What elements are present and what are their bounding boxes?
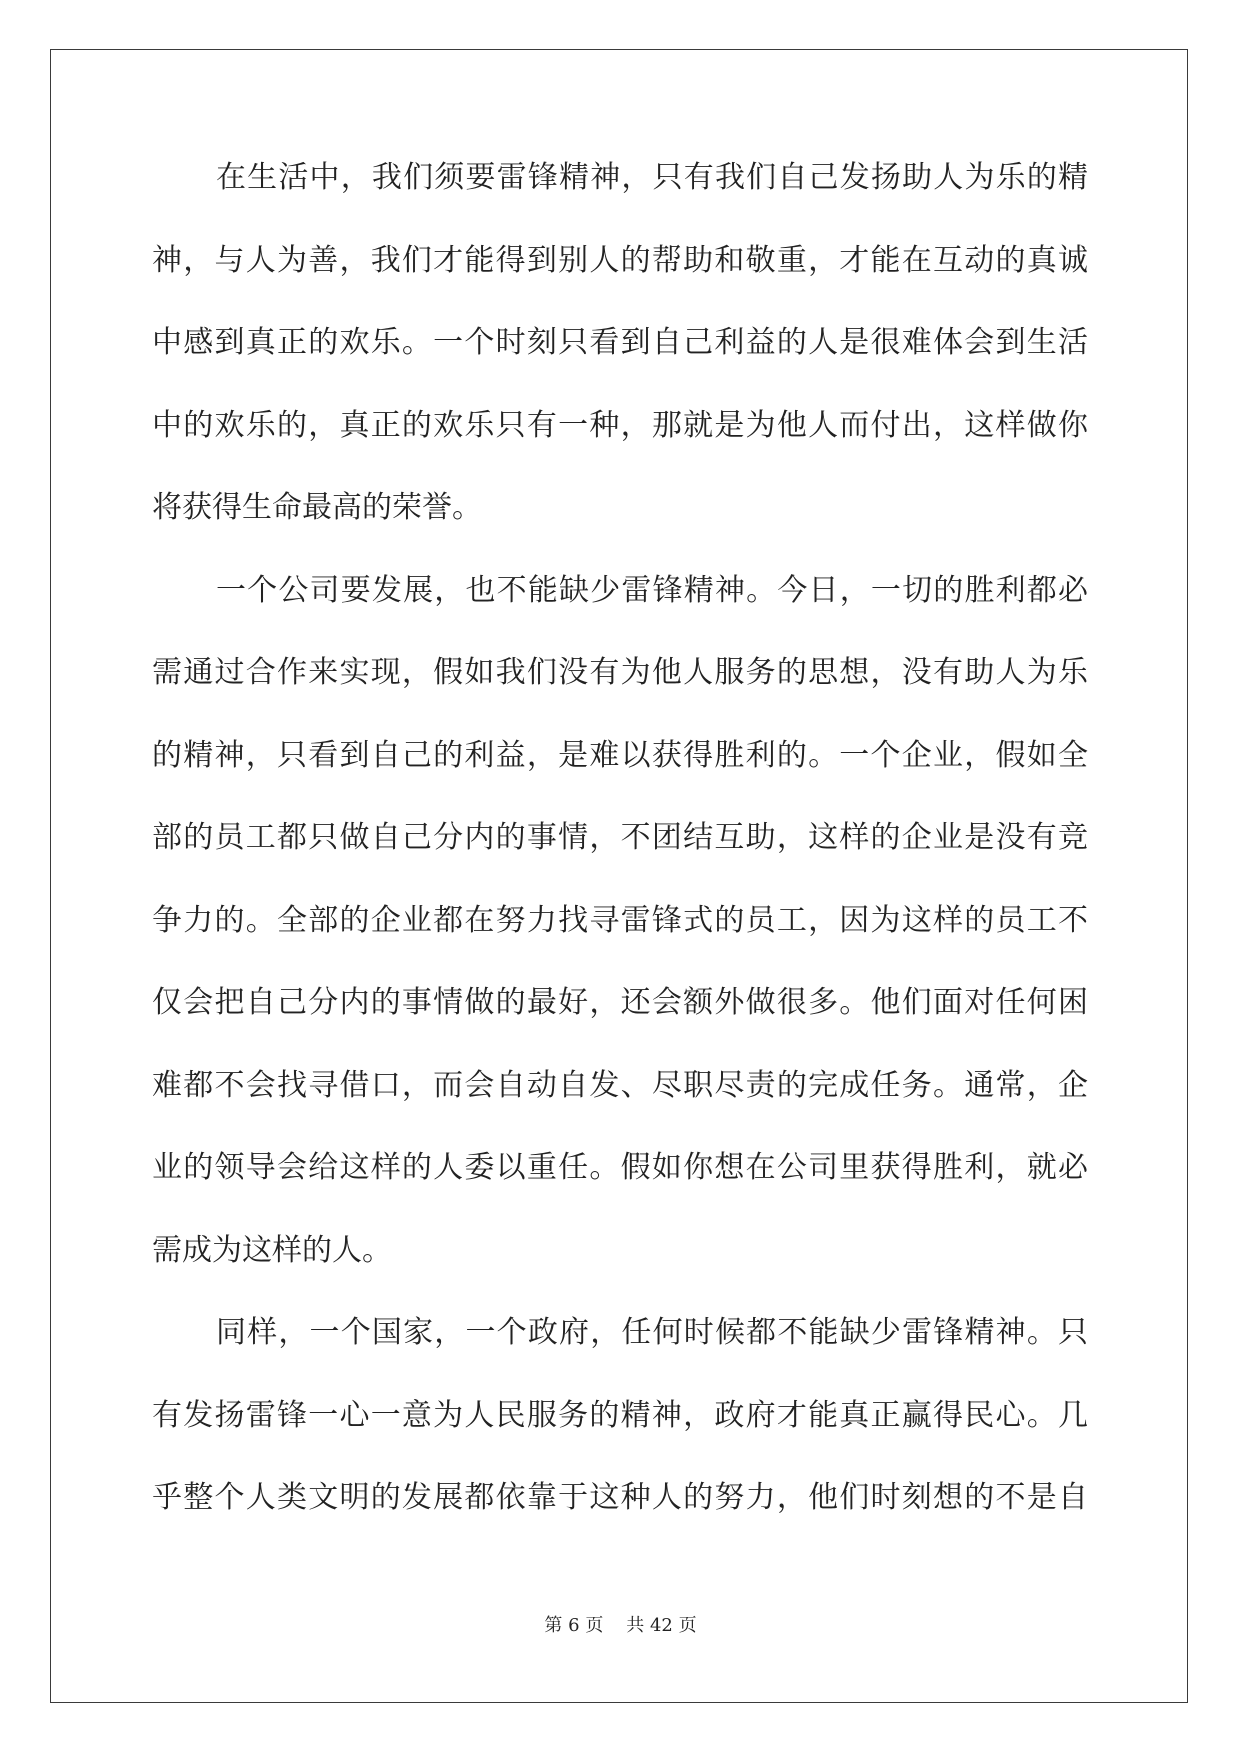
paragraph-2-line-6: 仅会把自己分内的事情做的最好，还会额外做很多。他们面对任何困 <box>152 985 1088 1020</box>
document-body <box>152 160 1088 1563</box>
paragraph-1-line-4: 中的欢乐的，真正的欢乐只有一种，那就是为他人而付出，这样做你 <box>152 407 1088 443</box>
paragraph-2-line-1: 一个公司要发展，也不能缺少雷锋精神。今日，一切的胜利都必 <box>216 572 1088 608</box>
paragraph-1-line-3: 中感到真正的欢乐。一个时刻只看到自己利益的人是很难体会到生活 <box>152 325 1088 360</box>
paragraph-2-line-2: 需通过合作来实现，假如我们没有为他人服务的思想，没有助人为乐 <box>152 655 1088 690</box>
paragraph-2-line-7: 难都不会找寻借口，而会自动自发、尽职尽责的完成任务。通常，企 <box>152 1067 1088 1103</box>
paragraph-2-line-4: 部的员工都只做自己分内的事情，不团结互助，这样的企业是没有竞 <box>152 820 1088 855</box>
page-number-label: 第 6 页 <box>544 1615 604 1636</box>
page-total-label: 共 42 页 <box>626 1615 697 1636</box>
page-footer <box>0 1614 1241 1638</box>
paragraph-2-line-9: 需成为这样的人。 <box>152 1232 392 1268</box>
paragraph-2-line-8: 业的领导会给这样的人委以重任。假如你想在公司里获得胜利，就必 <box>152 1150 1088 1185</box>
paragraph-3-line-1: 同样，一个国家，一个政府，任何时候都不能缺少雷锋精神。只 <box>216 1315 1088 1350</box>
paragraph-2-line-3: 的精神，只看到自己的利益，是难以获得胜利的。一个企业，假如全 <box>152 737 1088 773</box>
paragraph-1-line-1: 在生活中，我们须要雷锋精神，只有我们自己发扬助人为乐的精 <box>216 160 1088 195</box>
paragraph-3-line-3: 乎整个人类文明的发展都依靠于这种人的努力，他们时刻想的不是自 <box>152 1480 1088 1515</box>
paragraph-2-line-5: 争力的。全部的企业都在努力找寻雷锋式的员工，因为这样的员工不 <box>152 902 1088 938</box>
paragraph-3-line-2: 有发扬雷锋一心一意为人民服务的精神，政府才能真正赢得民心。几 <box>152 1397 1088 1433</box>
paragraph-1-line-5: 将获得生命最高的荣誉。 <box>152 490 482 525</box>
paragraph-1-line-2: 神，与人为善，我们才能得到别人的帮助和敬重，才能在互动的真诚 <box>152 242 1088 278</box>
